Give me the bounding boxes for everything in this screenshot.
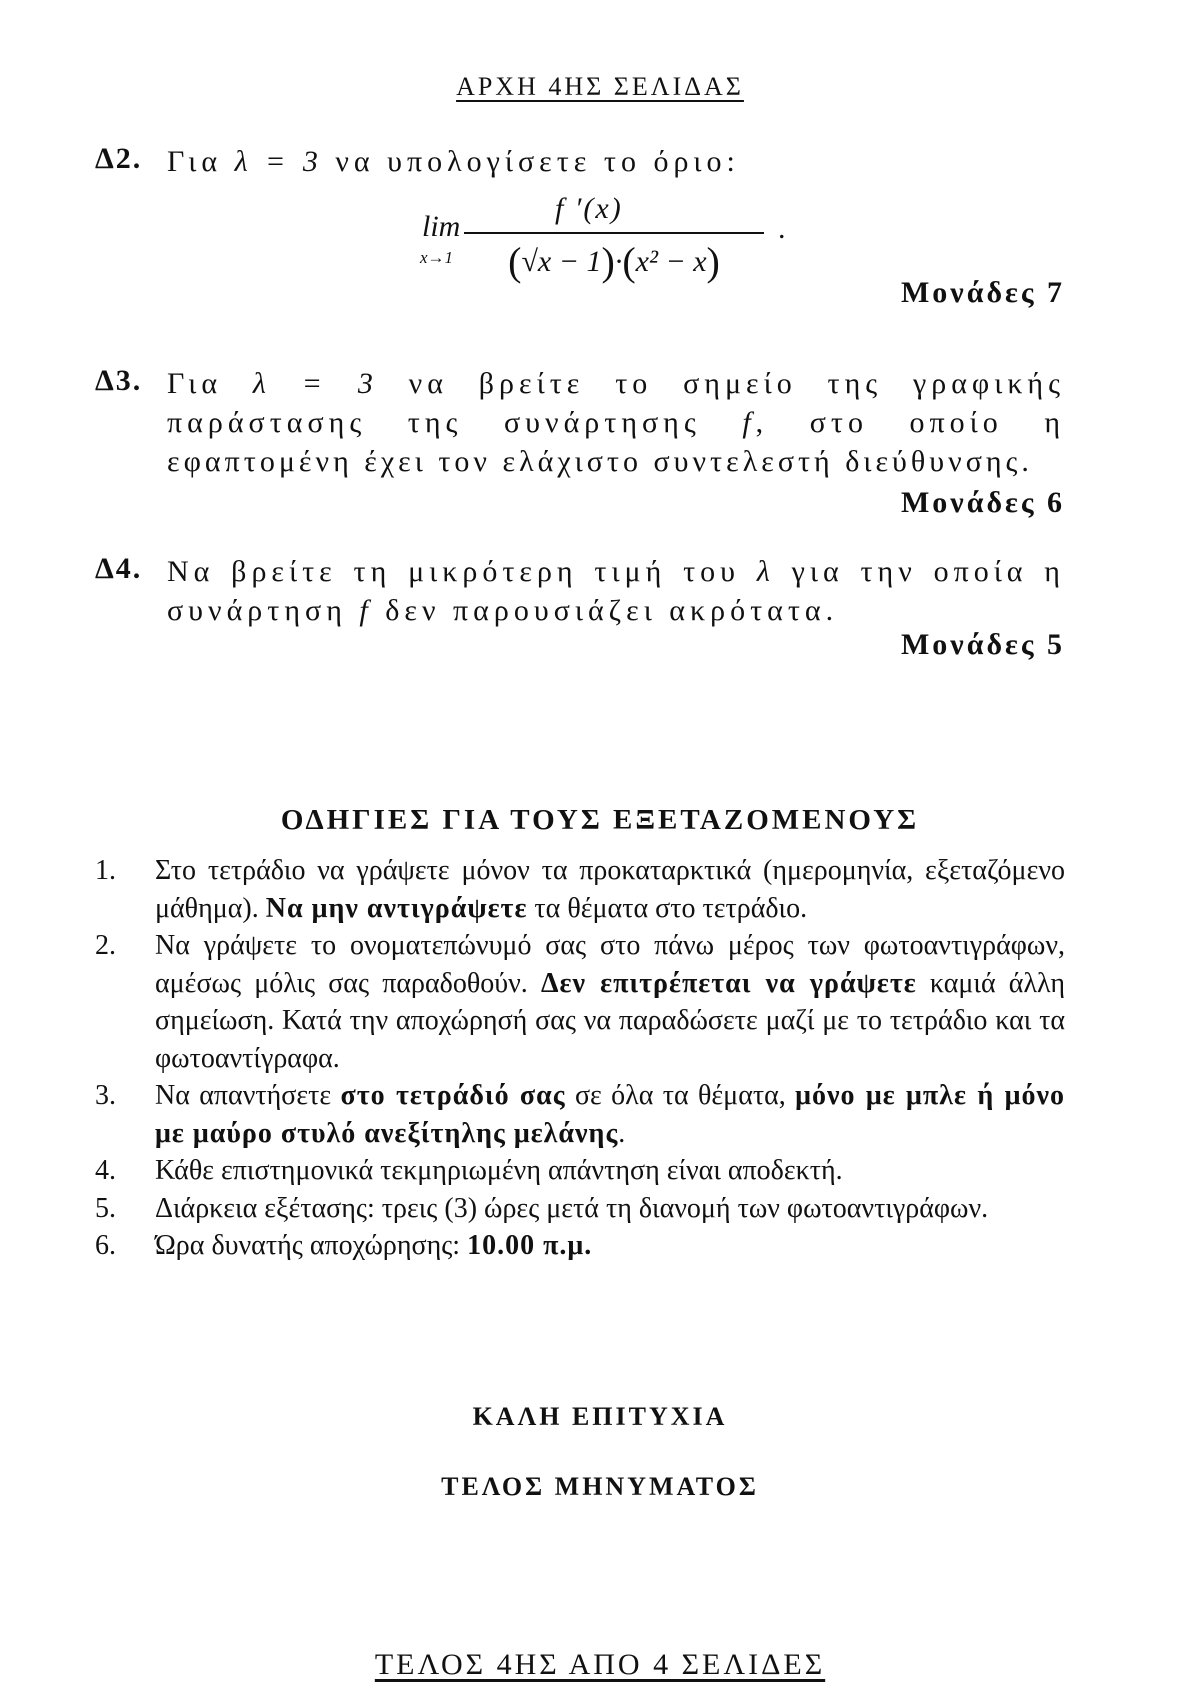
- denominator-factor-a: √x − 1: [521, 245, 602, 278]
- end-message-text: ΤΕΛΟΣ ΜΗΝΥΜΑΤΟΣ: [441, 1472, 759, 1501]
- formula-denominator: (√x − 1)·(x² − x): [508, 239, 720, 284]
- fraction-bar: [464, 232, 764, 234]
- instructions-list: [95, 852, 1065, 1265]
- question-text: Να βρείτε τη μικρότερη τιμή του λ για την οποία η συνάρτηση f δεν παρουσιάζει ακρότατα.: [167, 555, 1065, 627]
- question-label: Δ2.: [95, 142, 143, 175]
- points-d4: Μονάδες 5: [900, 628, 1065, 661]
- question-label: Δ4.: [95, 552, 143, 585]
- page-header: ΑΡΧΗ 4ΗΣ ΣΕΛΙΔΑΣ: [456, 72, 744, 101]
- list-item: 5. Διάρκεια εξέτασης: τρεις (3) ώρες μετά τη διανομή των φωτοαντιγράφων.: [95, 1192, 989, 1224]
- denominator-factor-b: x² − x: [635, 245, 707, 278]
- question-text: Για λ = 3 να υπολογίσετε το όριο:: [167, 145, 740, 178]
- list-item: 6. Ώρα δυνατής αποχώρησης: 10.00 π.μ.: [95, 1230, 593, 1261]
- list-item: 2. Να γράψετε το ονοματεπώνυμό σας στο πάνω μέρος των φωτοαντιγράφων, αμέσως μόλις σας παραδοθούν. Δεν επιτρέπεται να γράψετε καμιά άλλη σημείωση. Κατά την αποχώρησή σας να παραδώσετε μαζί με το τετράδιο και τα φωτοαντίγραφα.: [95, 930, 1065, 1074]
- points-d2: Μονάδες 7: [900, 276, 1065, 309]
- question-d4: [95, 552, 1065, 630]
- lim-subscript: x→1: [420, 248, 454, 267]
- lambda-value: λ = 3: [234, 145, 323, 178]
- question-d3: [95, 364, 1065, 481]
- lim-symbol: lim: [422, 210, 461, 243]
- formula-period: .: [778, 212, 786, 245]
- question-d2: [95, 142, 1065, 181]
- list-item: 3. Να απαντήσετε στο τετράδιό σας σε όλα τα θέματα, μόνο με μπλε ή μόνο με μαύρο στυλό ανεξίτηλης μελάνης.: [95, 1080, 1065, 1149]
- question-text: Για λ = 3 να βρείτε το σημείο της γραφικής παράστασης της συνάρτησης f, στο οποίο η εφαπτομένη έχει τον ελάχιστο συντελεστή διεύθυνσης.: [167, 367, 1066, 478]
- question-label: Δ3.: [95, 364, 143, 397]
- points-d3: Μονάδες 6: [900, 486, 1065, 519]
- good-luck-text: ΚΑΛΗ ΕΠΙΤΥΧΙΑ: [472, 1402, 728, 1431]
- limit-formula: [420, 188, 786, 298]
- list-item: 4. Κάθε επιστημονικά τεκμηριωμένη απάντηση είναι αποδεκτή.: [95, 1155, 843, 1186]
- page-footer: ΤΕΛΟΣ 4ΗΣ ΑΠΟ 4 ΣΕΛΙΔΕΣ: [374, 1648, 826, 1681]
- formula-numerator: f ′(x): [555, 192, 623, 225]
- list-item: 1. Στο τετράδιο να γράψετε μόνον τα προκαταρκτικά (ημερομηνία, εξεταζόμενο μάθημα). Να μην αντιγράψετε τα θέματα στο τετράδιο.: [95, 855, 1065, 924]
- instructions-title: ΟΔΗΓΙΕΣ ΓΙΑ ΤΟΥΣ ΕΞΕΤΑΖΟΜΕΝΟΥΣ: [280, 804, 920, 836]
